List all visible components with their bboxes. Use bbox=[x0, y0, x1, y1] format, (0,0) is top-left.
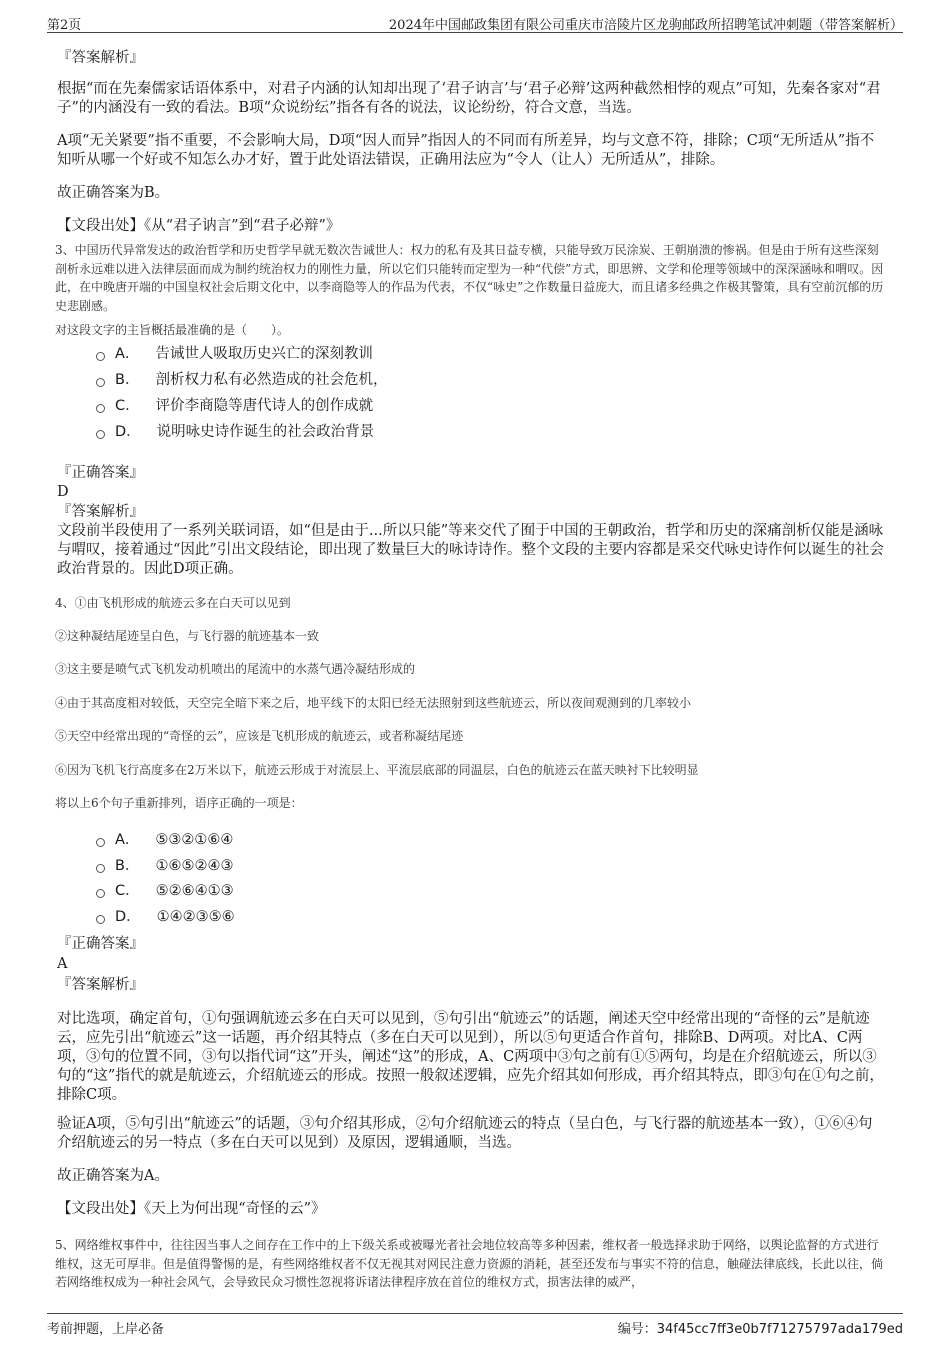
document-title: 2024年中国邮政集团有限公司重庆市涪陵片区龙驹邮政所招聘笔试冲刺题（带答案解析） bbox=[388, 18, 903, 33]
answer-value: D bbox=[57, 484, 69, 500]
analysis-paragraph: 对比选项，确定首句，①句强调航迹云多在白天可以见到，⑤句引出“航迹云”的话题，阐述天空中经常出现的“奇怪的云”是航迹云，应先引出“航迹云”这一话题，再介绍其特点（多在白天可以见到），所以⑤句更适合作首句，排除B、D两项。对比A、C两项，③句的位置不同，③句以指代词“这”开头，阐述“这”的形成，A、C两项中③句之前有①⑤两句，均是在介绍航迹云，所以③句的“这”指代的就是航迹云，介绍航迹云的形成。按照一般叙述逻辑，应先介绍其如何形成，再介绍其特点，即③句在①句之前，排除C项。 bbox=[57, 1011, 884, 1103]
option-text: 剖析权力私有必然造成的社会危机， bbox=[155, 372, 388, 388]
radio-button[interactable] bbox=[96, 889, 105, 898]
option-text: 说明咏史诗作诞生的社会政治背景 bbox=[156, 424, 375, 440]
question-stem: 5、网络维权事件中，往往因当事人之间存在工作中的上下级关系或被曝光者社会地位较高等多种因素，维权者一般选择求助于网络，以舆论监督的方式进行维权，这无可厚非。但是值得警惕的是，有些网络维权者不仅无视其对网民注意力资源的消耗，甚至还发布与事实不符的信息，触碰法律底线，长此以往，倘若网络维权成为一种社会风气，会导致民众习惯性忽视将诉诸法律程序放在首位的维权方式，损害法律的威严， bbox=[55, 1238, 884, 1289]
option-a[interactable] bbox=[96, 831, 233, 850]
radio-button[interactable] bbox=[96, 352, 105, 361]
question-prompt: 将以上6个句子重新排列，语序正确的一项是： bbox=[55, 796, 303, 810]
option-letter: B． bbox=[115, 372, 140, 388]
passage-source: 【文段出处】《从“君子讷言”到“君子必辩”》 bbox=[57, 218, 341, 234]
option-c[interactable] bbox=[96, 882, 234, 901]
option-letter: C． bbox=[115, 883, 140, 899]
answer-label: 『正确答案』 bbox=[57, 465, 144, 481]
analysis-paragraph: 根据“而在先秦儒家话语体系中，对君子内涵的认知却出现了‘君子讷言’与‘君子必辩’这两种截然相悖的观点”可知，先秦各家对“君子”的内涵没有一致的看法。B项“众说纷纭”指各有各的说法，议论纷纷，符合文意，当选。 bbox=[57, 81, 881, 116]
option-a[interactable] bbox=[96, 345, 373, 364]
analysis-paragraph: 文段前半段使用了一系列关联词语，如“但是由于...所以只能”等来交代了囿于中国的王朝政治，哲学和历史的深痛剖析仅能是涵咏与喟叹，接着通过“因此”引出文段结论，即出现了数量巨大的咏诗诗作。整个文段的主要内容都是采交代咏史诗作何以诞生的社会政治背景的。因此D项正确。 bbox=[57, 523, 884, 577]
option-letter: A． bbox=[115, 832, 140, 848]
sentence-6: ⑥因为飞机飞行高度多在2万米以下，航迹云形成于对流层上、平流层底部的同温层，白色的航迹云在蓝天映衬下比较明显 bbox=[55, 763, 699, 777]
option-d[interactable] bbox=[96, 908, 235, 927]
analysis-conclusion: 故正确答案为B。 bbox=[57, 185, 170, 201]
analysis-paragraph: A项“无关紧要”指不重要，不会影响大局，D项“因人而异”指因人的不同而有所差异，均与文意不符，排除；C项“无所适从”指不知听从哪一个好或不知怎么办才好，置于此处语法错误，正确用法应为“令人（让人）无所适从”，排除。 bbox=[57, 133, 875, 168]
option-d[interactable] bbox=[96, 423, 374, 442]
footer-slogan: 考前押题，上岸必备 bbox=[47, 1322, 165, 1337]
answer-label: 『正确答案』 bbox=[57, 936, 144, 952]
sentence-1: 4、①由飞机形成的航迹云多在白天可以见到 bbox=[55, 596, 291, 610]
option-text: 评价李商隐等唐代诗人的创作成就 bbox=[155, 398, 374, 414]
analysis-label: 『答案解析』 bbox=[57, 50, 144, 66]
radio-button[interactable] bbox=[96, 838, 105, 847]
analysis-paragraph: 验证A项，⑤句引出“航迹云”的话题，③句介绍其形成，②句介绍航迹云的特点（呈白色，与飞行器的航迹基本一致），①⑥④句介绍航迹云的另一特点（多在白天可以见到）及原因，逻辑通顺，当选。 bbox=[57, 1116, 873, 1151]
option-letter: D． bbox=[115, 909, 141, 925]
radio-button[interactable] bbox=[96, 864, 105, 873]
analysis-conclusion: 故正确答案为A。 bbox=[57, 1168, 169, 1184]
option-text: ⑤③②①⑥④ bbox=[155, 832, 234, 848]
question-stem: 3、中国历代异常发达的政治哲学和历史哲学早就无数次告诫世人：权力的私有及其日益专横，只能导致万民涂炭、王朝崩溃的惨祸。但是由于所有这些深刻剖析永远难以进入法律层面而成为制约统治权力的刚性力量，所以它们只能转而定型为一种“代偿”方式，即思辨、文学和伦理等领域中的深深涵咏和喟叹。因此，在中晚唐开端的中国皇权社会后期文化中，以李商隐等人的作品为代表，不仅“咏史”之作数量日益庞大，而且诸多经典之作极其警策，具有空前沉郁的历史悲剧感。 bbox=[55, 243, 884, 313]
sentence-5: ⑤天空中经常出现的“奇怪的云”，应该是飞机形成的航迹云，或者称凝结尾迹 bbox=[55, 729, 464, 743]
radio-button[interactable] bbox=[96, 378, 105, 387]
option-text: 告诫世人吸取历史兴亡的深刻教训 bbox=[155, 346, 373, 362]
sentence-4: ④由于其高度相对较低，天空完全暗下来之后，地平线下的太阳已经无法照射到这些航迹云，所以夜间观测到的几率较小 bbox=[55, 696, 692, 710]
option-text: ①④②③⑤⑥ bbox=[156, 909, 235, 925]
option-letter: D． bbox=[115, 424, 141, 440]
answer-value: A bbox=[57, 956, 68, 972]
option-c[interactable] bbox=[96, 397, 373, 416]
option-text: ⑤②⑥④①③ bbox=[155, 883, 234, 899]
page-number: 第2页 bbox=[47, 18, 82, 33]
document-code bbox=[618, 1318, 903, 1337]
code-value: 34f45cc7ff3e0b7f71275797ada179ed bbox=[656, 1322, 903, 1337]
passage-source: 【文段出处】《天上为何出现“奇怪的云”》 bbox=[57, 1201, 326, 1217]
sentence-2: ②这种凝结尾迹呈白色，与飞行器的航迹基本一致 bbox=[55, 629, 320, 643]
page-header bbox=[47, 14, 903, 33]
option-b[interactable] bbox=[96, 857, 233, 876]
radio-button[interactable] bbox=[96, 404, 105, 413]
radio-button[interactable] bbox=[96, 430, 105, 439]
option-b[interactable] bbox=[96, 371, 387, 390]
page-footer bbox=[47, 1313, 903, 1338]
code-label: 编号： bbox=[617, 1322, 657, 1337]
radio-button[interactable] bbox=[96, 915, 105, 924]
option-letter: B． bbox=[115, 858, 140, 874]
option-text: ①⑥⑤②④③ bbox=[155, 858, 234, 874]
analysis-label: 『答案解析』 bbox=[57, 504, 144, 520]
analysis-label: 『答案解析』 bbox=[57, 977, 144, 993]
sentence-3: ③这主要是喷气式飞机发动机喷出的尾流中的水蒸气遇冷凝结形成的 bbox=[55, 662, 416, 676]
option-letter: C． bbox=[115, 398, 140, 414]
option-letter: A． bbox=[115, 346, 140, 362]
question-prompt: 对这段文字的主旨概括最准确的是（ ）。 bbox=[55, 323, 290, 337]
